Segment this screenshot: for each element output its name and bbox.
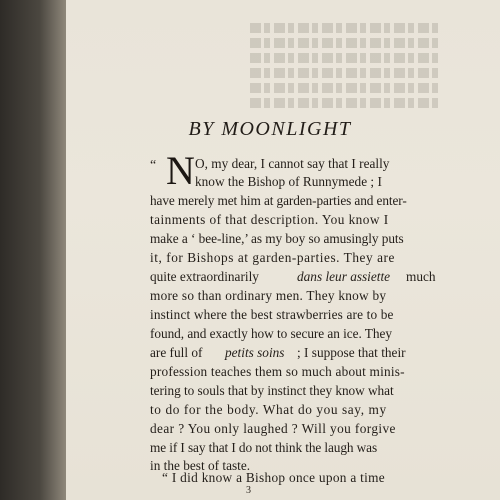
- text-line-17: in the best of taste.: [150, 458, 251, 473]
- text-line-3: have merely met him at garden-parties and enter-: [150, 193, 407, 208]
- chapter-title: BY MOONLIGHT: [188, 118, 352, 140]
- text-line-18: “ I did know a Bishop once upon a time: [162, 470, 386, 485]
- show-through-text: [248, 18, 438, 110]
- text-line-9: instinct where the best strawberries are to be: [150, 307, 394, 322]
- text-line-5: make a ‘ bee-line,’ as my boy so amusingly puts: [150, 231, 404, 246]
- text-line-14: to do for the body. What do you say, my: [150, 402, 387, 417]
- book-spine-shadow: [0, 0, 66, 500]
- text-line-11c: ; I suppose that their: [297, 345, 406, 360]
- text-line-7c: much: [406, 269, 436, 284]
- text-line-6: it, for Bishops at garden-parties. They are: [150, 250, 395, 265]
- text-line-4: tainments of that description. You know I: [150, 212, 389, 227]
- text-line-1: O, my dear, I cannot say that I really: [195, 156, 390, 171]
- drop-cap-letter: N: [166, 148, 195, 193]
- text-line-7a: quite extraordinarily: [150, 269, 259, 284]
- text-line-2: know the Bishop of Runnymede ; I: [195, 174, 382, 189]
- text-line-13: tering to souls that by instinct they know what: [150, 383, 394, 398]
- text-line-10: found, and exactly how to secure an ice. They: [150, 326, 392, 341]
- text-line-8: more so than ordinary men. They know by: [150, 288, 387, 303]
- text-line-15: dear ? You only laughed ? Will you forgive: [150, 421, 396, 436]
- text-line-16: me if I say that I do not think the laugh was: [150, 440, 378, 455]
- text-line-12: profession teaches them so much about minis-: [150, 364, 405, 379]
- text-line-11a: are full of: [150, 345, 203, 360]
- text-line-11b-italic: petits soins: [225, 345, 285, 360]
- opening-quote-mark: “: [150, 158, 157, 173]
- text-line-7b-italic: dans leur assiette: [297, 269, 391, 284]
- page-number: 3: [246, 485, 251, 496]
